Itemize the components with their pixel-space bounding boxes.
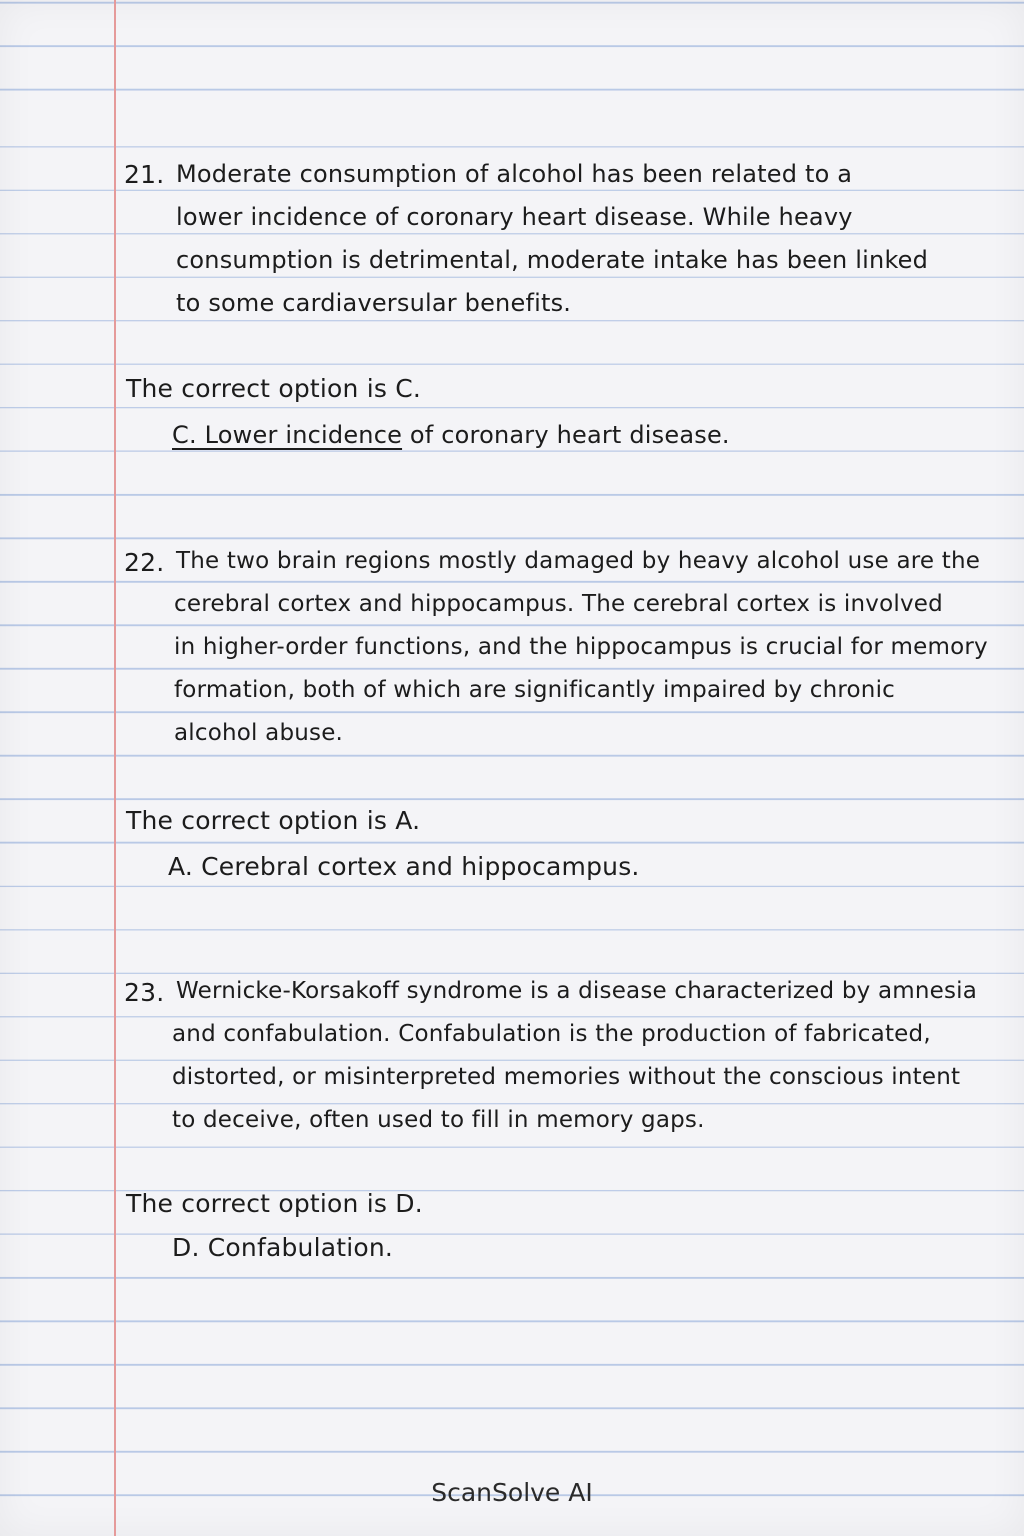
margin-line: [114, 0, 116, 1536]
answer-intro: The correct option is C.: [126, 374, 422, 403]
question-number: 22.: [124, 548, 165, 577]
question-line: to deceive, often used to fill in memory gaps.: [172, 1107, 705, 1133]
question-number: 21.: [124, 160, 165, 189]
question-line: distorted, or misinterpreted memories without the conscious intent: [172, 1064, 961, 1090]
footer-brand: ScanSolve AI: [431, 1478, 593, 1507]
question-line: to some cardiaversular benefits.: [176, 289, 572, 317]
answer-label: A. Cerebral cortex and hippocampus.: [168, 852, 640, 881]
question-line: Wernicke-Korsakoff syndrome is a disease characterized by amnesia: [176, 978, 978, 1004]
answer-label-underlined: C. Lower incidence: [172, 421, 403, 449]
question-line: Moderate consumption of alcohol has been related to a: [176, 160, 853, 188]
question-line: lower incidence of coronary heart disease. While heavy: [176, 203, 853, 231]
answer-label: [172, 421, 730, 449]
answer-label-rest: of coronary heart disease.: [402, 421, 730, 449]
question-line: cerebral cortex and hippocampus. The cerebral cortex is involved: [174, 591, 943, 617]
question-line: and confabulation. Confabulation is the production of fabricated,: [172, 1021, 931, 1047]
question-line: alcohol abuse.: [174, 720, 344, 746]
question-line: consumption is detrimental, moderate intake has been linked: [176, 246, 929, 274]
answer-label: D. Confabulation.: [172, 1233, 394, 1262]
question-line: in higher-order functions, and the hippocampus is crucial for memory: [174, 634, 988, 660]
question-line: formation, both of which are significantly impaired by chronic: [174, 677, 896, 703]
answer-intro: The correct option is A.: [126, 806, 421, 835]
question-line: The two brain regions mostly damaged by heavy alcohol use are the: [176, 548, 981, 574]
question-number: 23.: [124, 978, 165, 1007]
answer-intro: The correct option is D.: [126, 1189, 423, 1218]
